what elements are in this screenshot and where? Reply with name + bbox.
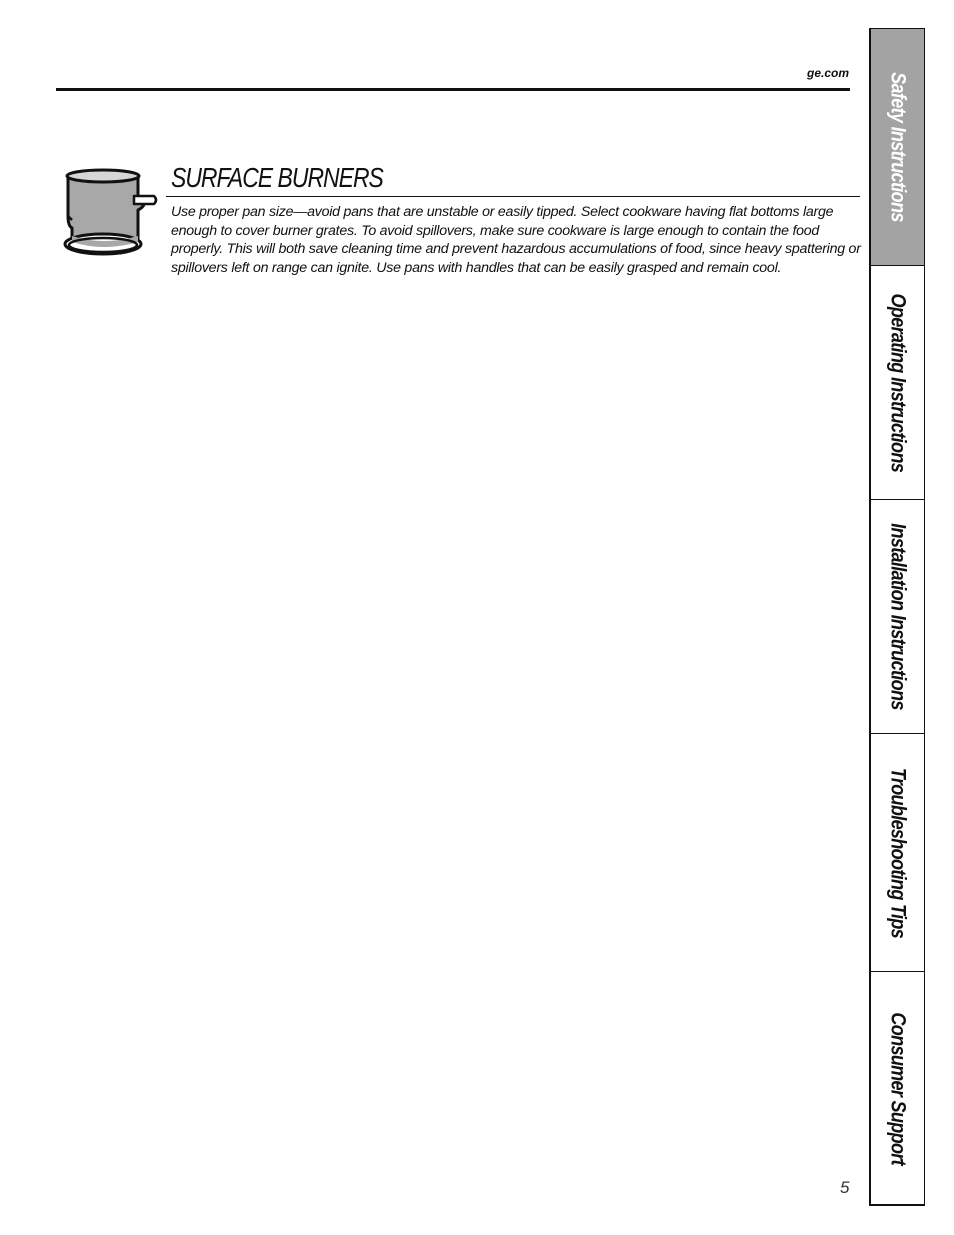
section-body: Use proper pan size—avoid pans that are unstable or easily tipped. Select cookware having flat bottoms large enough to cover burner grates. To avoid spillovers, make sure cookware is large enough to contain the food properly. This will both save cleaning time and prevent hazardous accumulations of food, since heavy spattering or spillovers left on range can ignite. Use pans with handles that can be easily grasped and remain cool.: [171, 204, 861, 277]
tab-label: Consumer Support: [886, 1012, 910, 1165]
tab-label: Operating Instructions: [886, 293, 910, 472]
site-url[interactable]: ge.com: [806, 66, 849, 80]
cooking-pot-icon: [60, 166, 160, 258]
tab-troubleshooting-tips[interactable]: [871, 734, 924, 972]
tab-consumer-support[interactable]: [871, 972, 924, 1205]
title-rule: [166, 196, 860, 197]
tab-installation-instructions[interactable]: [871, 500, 924, 734]
page-number: 5: [840, 1178, 850, 1197]
section-title: SURFACE BURNERS: [171, 162, 383, 193]
header-rule: [56, 88, 850, 91]
section-tabs: [869, 28, 925, 1206]
tab-label: Troubleshooting Tips: [886, 767, 910, 938]
tab-operating-instructions[interactable]: [871, 266, 924, 500]
tab-safety-instructions[interactable]: [871, 29, 924, 266]
tab-label: Installation Instructions: [886, 523, 910, 710]
tab-label: Safety Instructions: [886, 72, 910, 222]
